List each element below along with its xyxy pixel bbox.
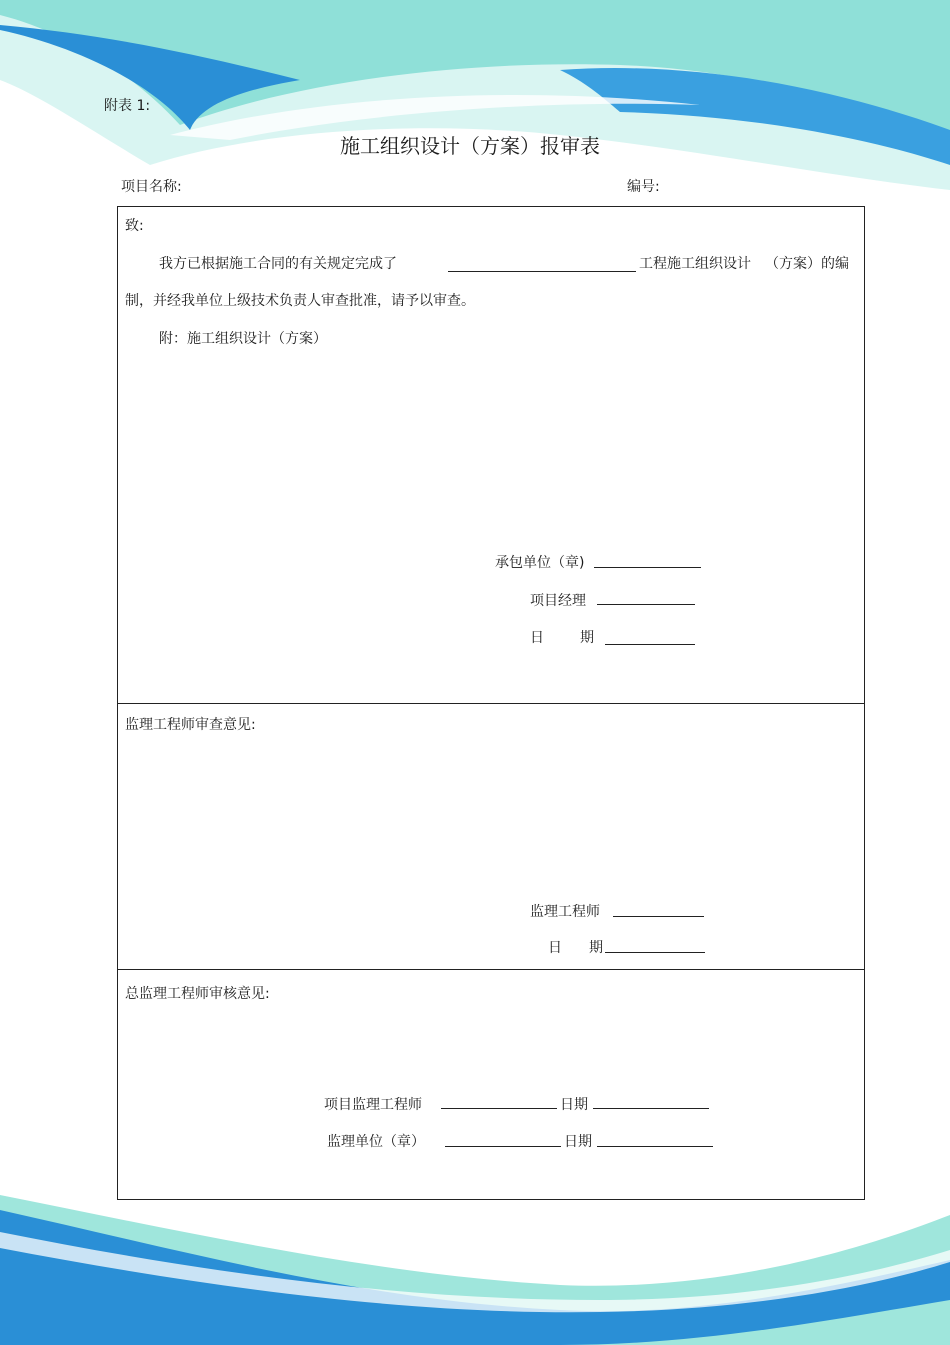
declaration-text-part3: （方案）的编 bbox=[765, 256, 849, 272]
date-label-char2: 期 bbox=[589, 940, 603, 956]
chief-engineer-review-heading: 总监理工程师审核意见: bbox=[125, 986, 270, 1002]
project-name-blank[interactable] bbox=[448, 271, 636, 272]
number-label: 编号: bbox=[627, 179, 660, 195]
engineer-review-heading: 监理工程师审查意见: bbox=[125, 717, 256, 733]
section-divider-1 bbox=[117, 703, 865, 704]
supervision-unit-label: 监理单位（章） bbox=[327, 1134, 425, 1150]
contractor-date-blank[interactable] bbox=[605, 644, 695, 645]
supervision-unit-blank[interactable] bbox=[445, 1146, 561, 1147]
section-divider-2 bbox=[117, 969, 865, 970]
project-name-label: 项目名称: bbox=[121, 179, 182, 195]
declaration-text-line2: 制，并经我单位上级技术负责人审查批准，请予以审查。 bbox=[125, 293, 475, 309]
date-label-char1: 日 bbox=[548, 940, 562, 956]
declaration-text-part1: 我方已根据施工合同的有关规定完成了 bbox=[159, 256, 397, 272]
date-label-char2: 期 bbox=[580, 630, 594, 646]
supervision-unit-date-blank[interactable] bbox=[597, 1146, 713, 1147]
project-manager-blank[interactable] bbox=[597, 604, 695, 605]
date-label: 日期 bbox=[564, 1134, 592, 1150]
contractor-signature-blank[interactable] bbox=[594, 567, 701, 568]
project-supervisor-date-blank[interactable] bbox=[593, 1108, 709, 1109]
project-supervisor-label: 项目监理工程师 bbox=[324, 1097, 422, 1113]
date-label-char1: 日 bbox=[530, 630, 544, 646]
appendix-label: 附表 1: bbox=[104, 98, 151, 114]
date-label: 日期 bbox=[560, 1097, 588, 1113]
contractor-label: 承包单位（章) bbox=[495, 555, 585, 571]
supervising-engineer-blank[interactable] bbox=[613, 916, 704, 917]
engineer-date-blank[interactable] bbox=[605, 952, 705, 953]
declaration-text-part2: 工程施工组织设计 bbox=[639, 256, 751, 272]
to-label: 致: bbox=[125, 218, 144, 234]
project-supervisor-blank[interactable] bbox=[441, 1108, 557, 1109]
project-manager-label: 项目经理 bbox=[530, 593, 586, 609]
page-title: 施工组织设计（方案）报审表 bbox=[340, 134, 600, 158]
supervising-engineer-label: 监理工程师 bbox=[530, 904, 600, 920]
attachment-label: 附：施工组织设计（方案） bbox=[159, 331, 327, 347]
